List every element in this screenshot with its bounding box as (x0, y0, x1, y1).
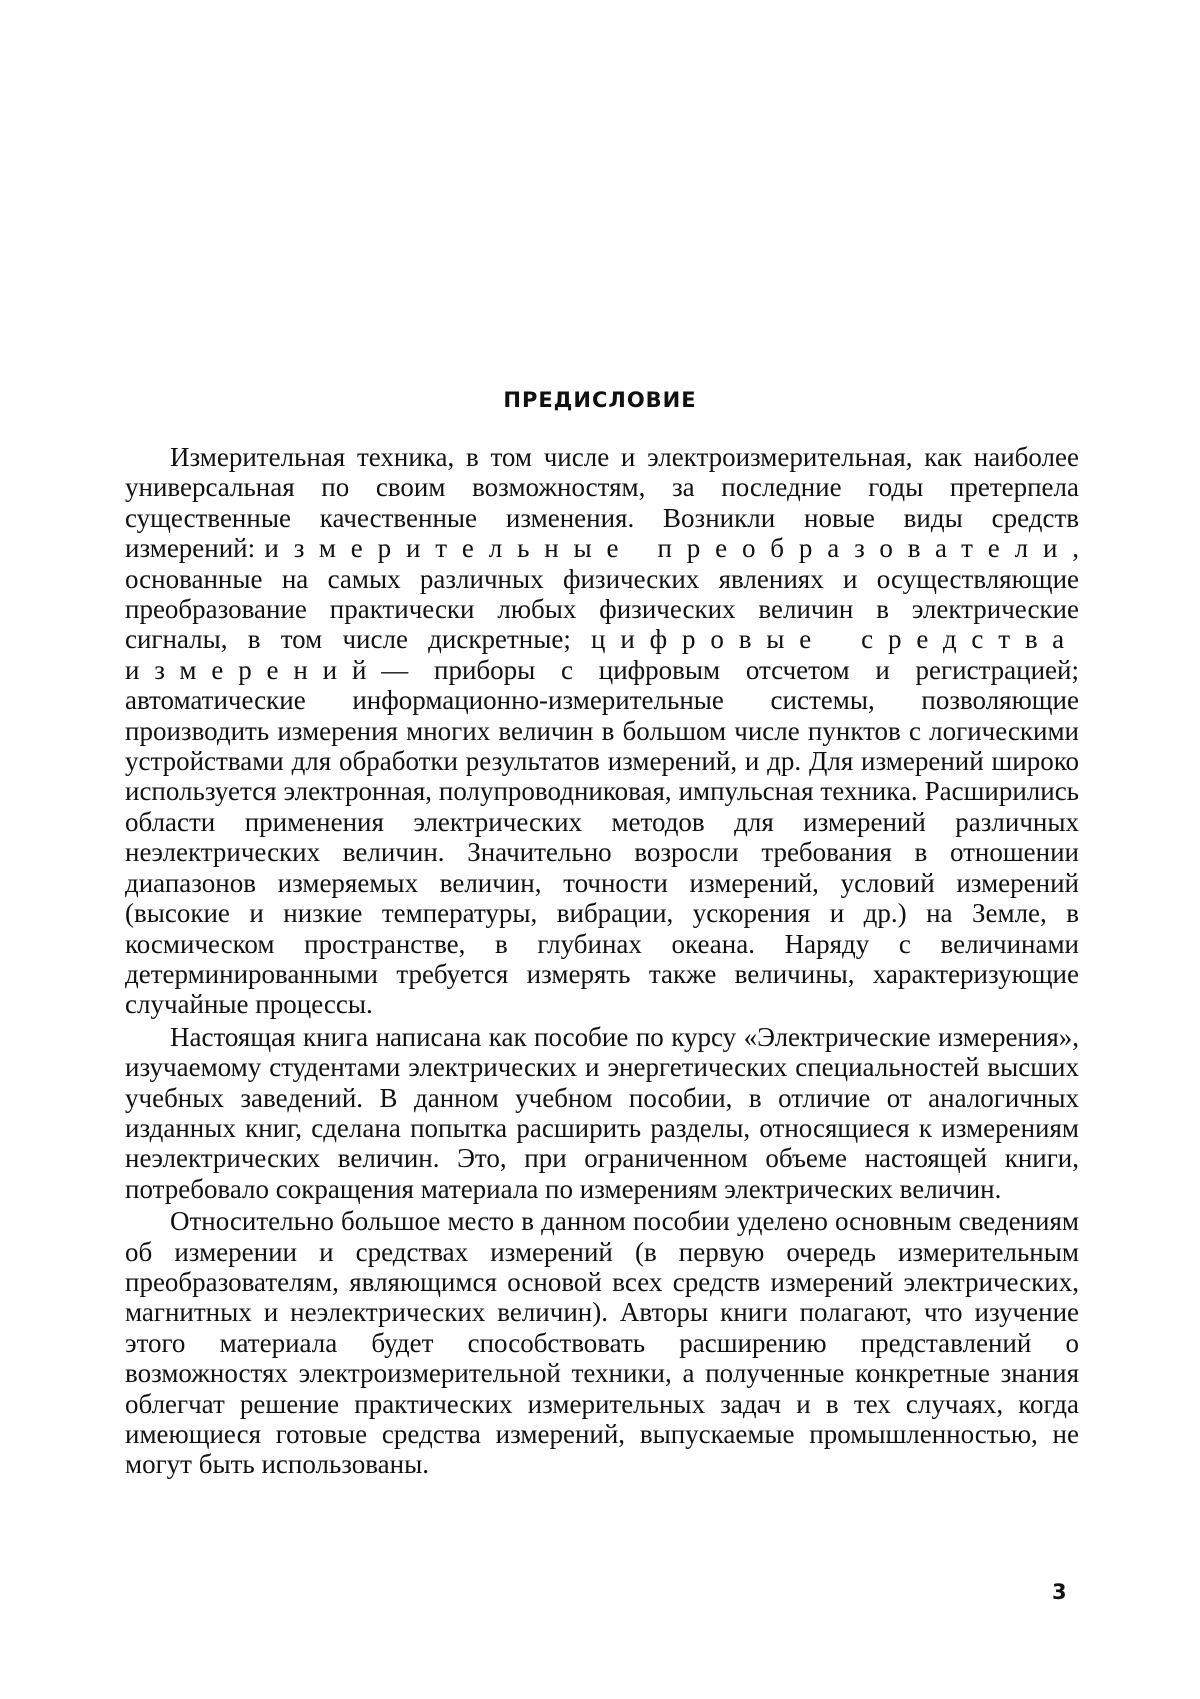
page-title: ПРЕДИСЛОВИЕ (503, 388, 697, 412)
paragraph-1-text-a: Измерительная техника, в том числе и электроизмерительная, как наиболее универсальная по своим возможностям, за последние годы претерпела существенные качественные изменения. Возникли новые виды средств измерений: (125, 442, 1079, 564)
paragraph-1-text-b: , основанные на самых различных физических явлениях и осуществляющие преобразование практически любых физических величин в электрические сигналы, в том числе дискретные; (125, 533, 1080, 655)
paragraph-2: Настоящая книга написана как пособие по курсу «Электрические измерения», изучаемому студентами электрических и энергетических специальностей высших учебных заведений. В данном учебном пособии, в отличие от аналогичных изданных книг, сделана попытка расширить разделы, относящиеся к измерениям неэлектрических величин. Это, при ограниченном объеме настоящей книги, потребовало сокращения материала по измерениям электрических величин. (125, 1021, 1079, 1204)
preface-body (125, 442, 1079, 1480)
page-number: 3 (1052, 1580, 1067, 1604)
paragraph-1-text-c: — приборы с цифровым отсчетом и регистрацией; автоматические информационно-измерительные системы, позволяющие производить измерения многих величин в большом числе пунктов с логическими устройствами для обработки результатов измерений, и др. Для измерений широко используется электронная, полупроводниковая, импульсная техника. Расширились области применения электрических методов для измерений различных неэлектрических величин. Значительно возросли требования в отношении диапазонов измеряемых величин, точности измерений, условий измерений (высокие и низкие температуры, вибрации, ускорения и др.) на Земле, в космическом пространстве, в глубинах океана. Наряду с величинами детерминированными требуется измерять также величины, характеризующие случайные процессы. (125, 654, 1079, 1020)
paragraph-1 (125, 442, 1079, 1020)
emphasis-measuring-transducers: измерительные преобразователи (264, 533, 1073, 564)
paragraph-3: Относительно большое место в данном пособии уделено основным сведениям об измерении и средствах измерений (в первую очередь измерительным преобразователям, являющимся основой всех средств измерений электрических, магнитных и неэлектрических величин). Авторы книги полагают, что изучение этого материала будет способствовать расширению представлений о возможностях электроизмерительной техники, а полученные конкретные знания облегчат решение практических измерительных задач и в тех случаях, когда имеющиеся готовые средства измерений, выпускаемые промышленностью, не могут быть использованы. (125, 1206, 1079, 1480)
emphasis-digital-instruments: цифровые средства измерений (125, 624, 1079, 685)
